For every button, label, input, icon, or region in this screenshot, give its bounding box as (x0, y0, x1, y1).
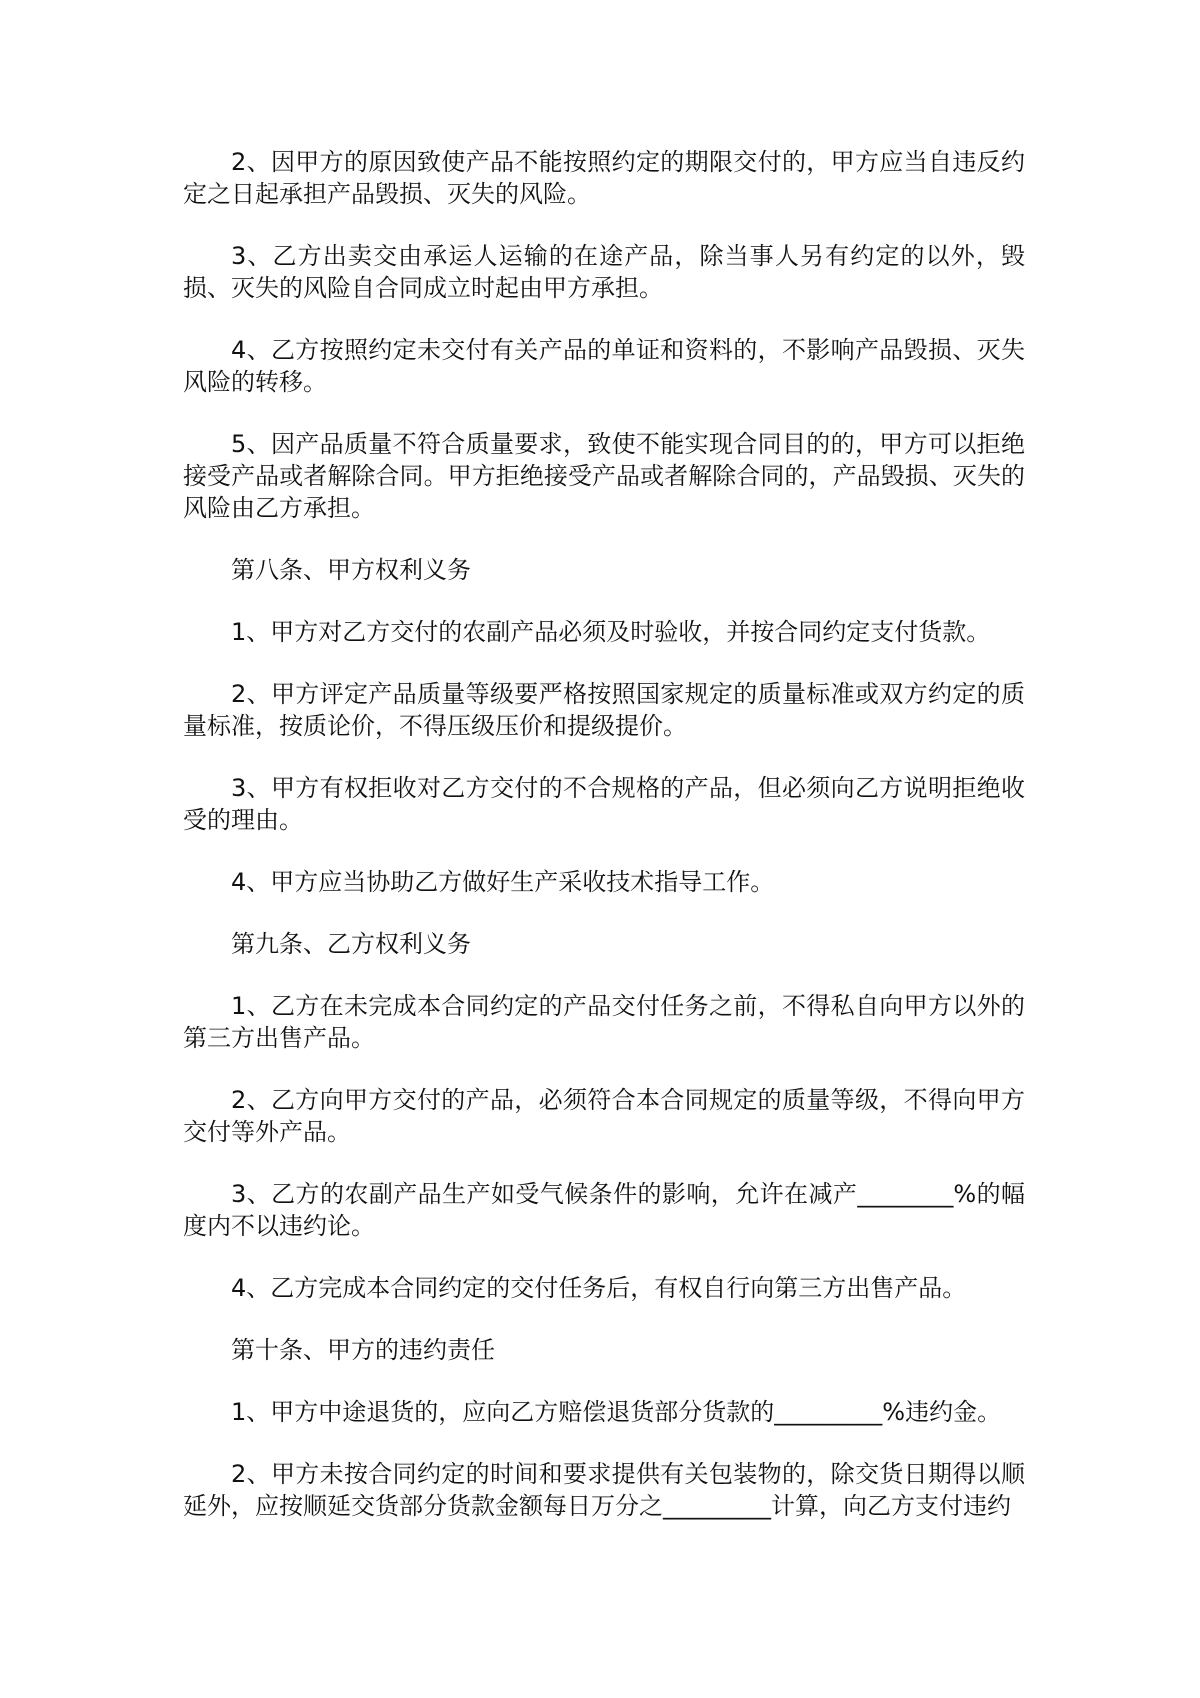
article-9-heading: 第九条、乙方权利义务 (231, 930, 471, 958)
paragraph-article8-2: 2、甲方评定产品质量等级要严格按照国家规定的质量标准或双方约定的质量标准，按质论价，不得压级压价和提级提价。 (183, 680, 1025, 740)
paragraph-article8-1: 1、甲方对乙方交付的农副产品必须及时验收，并按合同约定支付货款。 (231, 618, 991, 646)
paragraph-risk-5: 5、因产品质量不符合质量要求，致使不能实现合同目的的，甲方可以拒绝接受产品或者解除合同。甲方拒绝接受产品或者解除合同的，产品毁损、灭失的风险由乙方承担。 (183, 430, 1025, 522)
document-body (183, 146, 1025, 1552)
paragraph-article10-2: 2、甲方未按合同约定的时间和要求提供有关包装物的，除交货日期得以顺延外，应按顺延交货部分货款金额每日万分之_________计算，向乙方支付违约 (183, 1460, 1025, 1520)
paragraph-risk-3: 3、乙方出卖交由承运人运输的在途产品，除当事人另有约定的以外，毁损、灭失的风险自合同成立时起由甲方承担。 (183, 242, 1025, 302)
article-10-heading: 第十条、甲方的违约责任 (231, 1336, 495, 1364)
paragraph-article9-4: 4、乙方完成本合同约定的交付任务后，有权自行向第三方出售产品。 (231, 1274, 967, 1302)
paragraph-article8-4: 4、甲方应当协助乙方做好生产采收技术指导工作。 (231, 868, 775, 896)
paragraph-article9-2: 2、乙方向甲方交付的产品，必须符合本合同规定的质量等级，不得向甲方交付等外产品。 (183, 1086, 1025, 1146)
paragraph-article9-1: 1、乙方在未完成本合同约定的产品交付任务之前，不得私自向甲方以外的第三方出售产品。 (183, 992, 1025, 1052)
paragraph-article8-3: 3、甲方有权拒收对乙方交付的不合规格的产品，但必须向乙方说明拒绝收受的理由。 (183, 774, 1025, 834)
paragraph-risk-2: 2、因甲方的原因致使产品不能按照约定的期限交付的，甲方应当自违反约定之日起承担产品毁损、灭失的风险。 (183, 148, 1025, 208)
article-8-heading: 第八条、甲方权利义务 (231, 556, 471, 584)
paragraph-article9-3: 3、乙方的农副产品生产如受气候条件的影响，允许在减产________%的幅度内不以违约论。 (183, 1180, 1025, 1240)
paragraph-risk-4: 4、乙方按照约定未交付有关产品的单证和资料的，不影响产品毁损、灭失风险的转移。 (183, 336, 1025, 396)
paragraph-article10-1: 1、甲方中途退货的，应向乙方赔偿退货部分货款的_________%违约金。 (231, 1398, 1002, 1426)
